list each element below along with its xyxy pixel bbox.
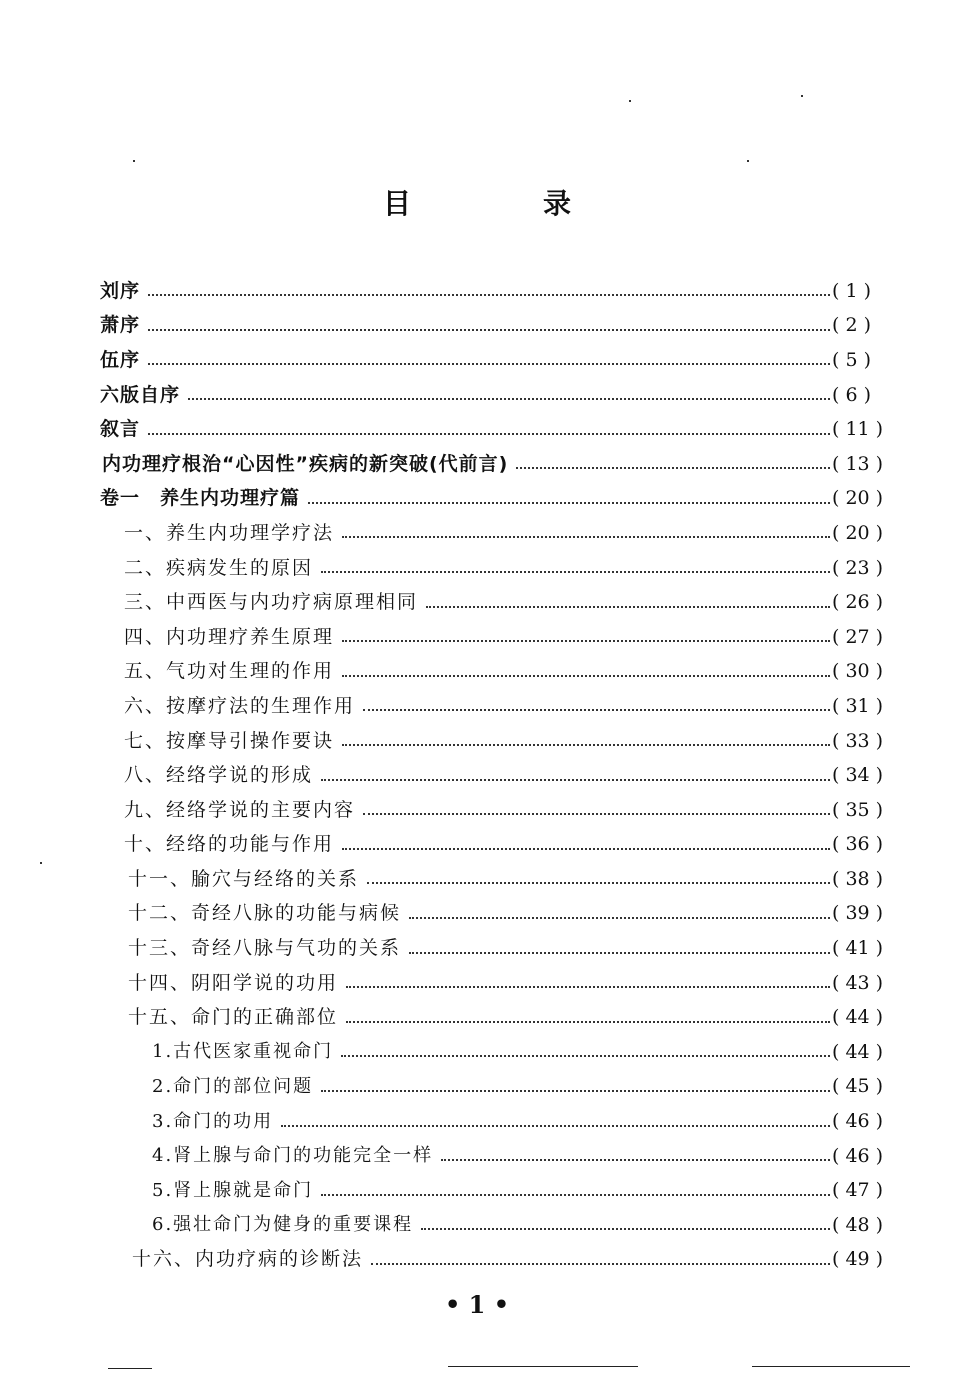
toc-entry	[0, 862, 954, 897]
toc-entry-title: 3.命门的功用	[152, 1110, 274, 1132]
dot-leader	[321, 1088, 830, 1092]
dot-leader	[409, 915, 830, 919]
toc-entry-title: 叙言	[100, 418, 141, 441]
toc-entry-title: 五、气功对生理的作用	[124, 660, 335, 683]
toc-entry	[0, 931, 954, 966]
dot-leader	[371, 1261, 830, 1265]
toc-entry	[0, 620, 954, 655]
dot-leader	[281, 1123, 830, 1127]
toc-entry-title: 伍序	[100, 348, 141, 371]
dot-leader	[308, 500, 830, 504]
toc-entry-page: ( 6 )	[832, 383, 871, 406]
dot-leader	[516, 465, 830, 469]
toc-entry-title: 三、中西医与内功疗病原理相同	[124, 591, 419, 614]
toc-entry	[0, 655, 954, 690]
dot-leader	[342, 742, 830, 746]
toc-entry-title: 十三、奇经八脉与气功的关系	[128, 937, 402, 960]
toc-entry-title: 刘序	[100, 279, 141, 302]
toc-entry-title: 二、疾病发生的原因	[124, 556, 314, 579]
toc-entry-page: ( 44 )	[832, 1006, 884, 1029]
toc-entry-title: 内功理疗根治“心因性”疾病的新突破(代前言)	[102, 452, 509, 475]
toc-entry-title: 六、按摩疗法的生理作用	[124, 694, 356, 717]
toc-entry	[0, 758, 954, 793]
dot-leader	[321, 569, 830, 573]
dot-leader	[342, 534, 830, 538]
toc-entry-title: 十、经络的功能与作用	[124, 833, 335, 856]
bottom-rule-right	[752, 1366, 910, 1367]
scan-speck	[747, 160, 749, 162]
dot-leader	[148, 327, 830, 331]
toc-entry	[0, 309, 954, 344]
bottom-rule-middle	[448, 1366, 638, 1367]
toc-entry	[0, 966, 954, 1001]
toc-entry-title: 6.强壮命门为健身的重要课程	[152, 1214, 414, 1236]
dot-leader	[148, 431, 830, 435]
page-title: 目 录	[382, 187, 623, 220]
toc-entry	[0, 378, 954, 413]
dot-leader	[148, 361, 830, 365]
toc-entry	[0, 1243, 954, 1278]
toc-entry-page: ( 46 )	[832, 1144, 884, 1167]
toc-entry-page: ( 11 )	[832, 418, 884, 441]
toc-entry-title: 十五、命门的正确部位	[128, 1006, 339, 1029]
toc-entry-page: ( 31 )	[832, 694, 884, 717]
toc-entry-title: 八、经络学说的形成	[124, 764, 314, 787]
toc-entry	[0, 343, 954, 378]
toc-entry-title: 九、经络学说的主要内容	[124, 798, 356, 821]
toc-entry-page: ( 20 )	[832, 521, 884, 544]
dot-leader	[421, 1226, 830, 1230]
toc-entry-title: 十六、内功疗病的诊断法	[132, 1248, 364, 1271]
dot-leader	[342, 638, 830, 642]
toc-entry	[0, 1104, 954, 1139]
scan-speck	[629, 100, 631, 102]
toc-entry-page: ( 26 )	[832, 591, 884, 614]
dot-leader	[188, 396, 830, 400]
dot-leader	[342, 846, 830, 850]
dot-leader	[441, 1157, 830, 1161]
toc-entry-title: 十一、腧穴与经络的关系	[128, 867, 360, 890]
toc-entry	[0, 516, 954, 551]
dot-leader	[426, 604, 830, 608]
toc-entry	[0, 447, 954, 482]
bottom-rule-left	[108, 1368, 152, 1369]
toc-entry	[0, 724, 954, 759]
scan-speck	[133, 160, 135, 162]
dot-leader	[346, 984, 830, 988]
toc-entry-title: 六版自序	[100, 383, 181, 406]
toc-entry	[0, 1035, 954, 1070]
toc-entry-title: 2.命门的部位问题	[152, 1075, 314, 1097]
toc-entry-page: ( 27 )	[832, 625, 884, 648]
toc-entry-title: 十四、阴阳学说的功用	[128, 971, 339, 994]
dot-leader	[367, 880, 830, 884]
toc-entry	[0, 897, 954, 932]
dot-leader	[363, 707, 830, 711]
toc-entry-page: ( 46 )	[832, 1110, 884, 1133]
toc-entry-title: 卷一 养生内功理疗篇	[100, 487, 301, 510]
toc-entry-page: ( 47 )	[832, 1179, 884, 1202]
toc-entry-page: ( 49 )	[832, 1248, 884, 1271]
toc-entry-page: ( 41 )	[832, 937, 884, 960]
toc-entry-page: ( 48 )	[832, 1213, 884, 1236]
toc-entry-page: ( 43 )	[832, 971, 884, 994]
toc-entry	[0, 585, 954, 620]
toc-entry	[0, 689, 954, 724]
toc-entry	[0, 1208, 954, 1243]
toc-entry	[0, 274, 954, 309]
toc-entry-page: ( 36 )	[832, 833, 884, 856]
toc-entry-page: ( 44 )	[832, 1040, 884, 1063]
toc-entry-page: ( 13 )	[832, 452, 884, 475]
toc-entry-page: ( 30 )	[832, 660, 884, 683]
dot-leader	[321, 1192, 830, 1196]
toc-entry	[0, 482, 954, 517]
dot-leader	[148, 292, 830, 296]
toc-entry-page: ( 39 )	[832, 902, 884, 925]
table-of-contents	[0, 274, 954, 1277]
toc-entry-page: ( 35 )	[832, 798, 884, 821]
scan-speck	[40, 862, 42, 864]
scan-speck	[801, 95, 803, 97]
toc-entry-title: 四、内功理疗养生原理	[124, 625, 335, 648]
toc-entry	[0, 1000, 954, 1035]
toc-entry	[0, 828, 954, 863]
toc-entry-page: ( 34 )	[832, 764, 884, 787]
toc-entry	[0, 551, 954, 586]
toc-entry	[0, 793, 954, 828]
dot-leader	[363, 811, 830, 815]
toc-entry-title: 七、按摩导引操作要诀	[124, 729, 335, 752]
toc-entry-title: 1.古代医家重视命门	[152, 1041, 334, 1063]
dot-leader	[409, 950, 830, 954]
toc-entry-title: 十二、奇经八脉的功能与病候	[128, 902, 402, 925]
toc-entry-page: ( 2 )	[832, 314, 871, 337]
toc-entry-page: ( 5 )	[832, 348, 871, 371]
toc-entry-title: 一、养生内功理学疗法	[124, 521, 335, 544]
dot-leader	[342, 673, 830, 677]
dot-leader	[341, 1053, 830, 1057]
toc-entry-title: 5.肾上腺就是命门	[152, 1179, 314, 1201]
toc-entry-title: 4.肾上腺与命门的功能完全一样	[152, 1145, 434, 1167]
toc-entry	[0, 412, 954, 447]
toc-entry	[0, 1070, 954, 1105]
toc-entry-page: ( 33 )	[832, 729, 884, 752]
dot-leader	[321, 777, 830, 781]
toc-entry-page: ( 20 )	[832, 487, 884, 510]
toc-entry-page: ( 1 )	[832, 279, 871, 302]
toc-entry	[0, 1139, 954, 1174]
toc-entry-page: ( 38 )	[832, 867, 884, 890]
page-number: • 1 •	[444, 1290, 510, 1319]
toc-entry	[0, 1173, 954, 1208]
toc-entry-page: ( 45 )	[832, 1075, 884, 1098]
toc-entry-title: 萧序	[100, 314, 141, 337]
toc-entry-page: ( 23 )	[832, 556, 884, 579]
dot-leader	[346, 1019, 830, 1023]
